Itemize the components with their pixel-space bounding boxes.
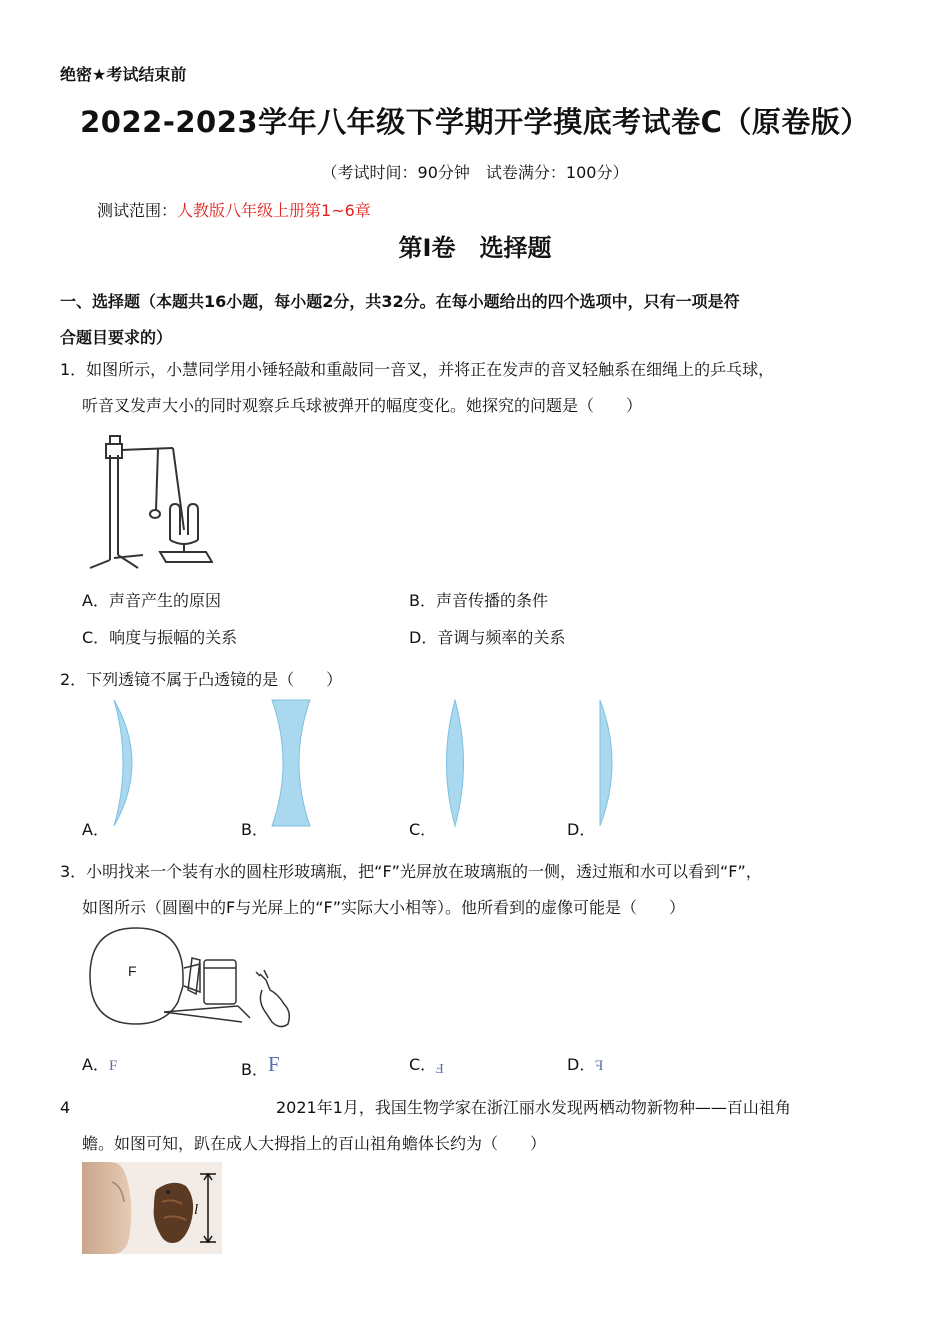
question-1-line2: 听音叉发声大小的同时观察乒乓球被弹开的幅度变化。她探究的问题是（ ） xyxy=(82,396,643,415)
question-4-line2: 蟾。如图可知，趴在成人大拇指上的百山祖角蟾体长约为（ ） xyxy=(82,1134,547,1153)
lens-d-plano-convex xyxy=(596,698,622,828)
test-scope-value: 人教版八年级上册第1~6章 xyxy=(177,201,371,220)
top-secret-label: 绝密★考试结束前 xyxy=(60,65,187,84)
bottle-experiment-figure xyxy=(88,924,303,1054)
section-title: 第Ⅰ卷 选择题 xyxy=(398,234,552,262)
test-scope-label: 测试范围： xyxy=(97,201,178,220)
lens-a-concave-meniscus xyxy=(110,698,150,828)
page-title: 2022-2023学年八年级下学期开学摸底考试卷C（原卷版） xyxy=(80,105,870,139)
test-scope xyxy=(97,198,371,221)
question-3-option-a-label: A． xyxy=(82,1055,109,1074)
question-3-option-c-label: C． xyxy=(409,1055,437,1074)
question-2-option-d[interactable]: D． xyxy=(567,820,596,839)
tuning-fork-figure xyxy=(88,430,213,575)
question-2-option-c[interactable]: C． xyxy=(409,820,437,839)
question-3-option-b[interactable] xyxy=(241,1052,280,1080)
option-c-glyph: F xyxy=(436,1060,444,1075)
option-b-glyph: F xyxy=(267,1052,280,1076)
question-1-option-b[interactable]: B．声音传播的条件 xyxy=(409,591,548,610)
question-2-option-a[interactable]: A． xyxy=(82,820,109,839)
thumb-toad-photo xyxy=(82,1162,222,1254)
question-3-option-d-label: D． xyxy=(567,1055,596,1074)
question-1-option-c[interactable]: C．响度与振幅的关系 xyxy=(82,628,238,647)
lens-b-concave xyxy=(270,698,312,828)
question-1-option-d[interactable]: D．音调与频率的关系 xyxy=(409,628,566,647)
question-3-option-d[interactable] xyxy=(567,1052,604,1075)
exam-info: （考试时间：90分钟 试卷满分：100分） xyxy=(321,163,629,182)
question-3-line1: 3．小明找来一个装有水的圆柱形玻璃瓶，把“F”光屏放在玻璃瓶的一侧，透过瓶和水可以看到“F”， xyxy=(60,862,762,881)
question-3-option-b-label: B． xyxy=(241,1060,268,1079)
question-3-option-a[interactable] xyxy=(82,1052,117,1075)
lens-c-biconvex xyxy=(438,698,472,828)
length-label: l xyxy=(194,1202,199,1218)
option-a-glyph: F xyxy=(108,1058,118,1074)
question-2-line1: 2．下列透镜不属于凸透镜的是（ ） xyxy=(60,670,343,689)
part-instructions-line1: 一、选择题（本题共16小题，每小题2分，共32分。在每小题给出的四个选项中，只有一项是符 xyxy=(60,292,740,311)
question-3-line2: 如图所示（圆圈中的F与光屏上的“F”实际大小相等）。他所看到的虚像可能是（ ） xyxy=(82,898,685,917)
figure-circle-letter: F xyxy=(128,963,137,979)
question-3-option-c[interactable] xyxy=(409,1052,444,1075)
question-1-line1: 1．如图所示，小慧同学用小锤轻敲和重敲同一音叉，并将正在发声的音叉轻触系在细绳上的乒乓球， xyxy=(60,360,775,379)
question-1-option-a[interactable]: A．声音产生的原因 xyxy=(82,591,221,610)
question-4-number: 4 xyxy=(60,1098,71,1117)
question-2-option-b[interactable]: B． xyxy=(241,820,268,839)
part-instructions xyxy=(60,284,900,356)
option-d-glyph: F xyxy=(595,1058,604,1074)
question-4-line1: 2021年1月，我国生物学家在浙江丽水发现两栖动物新物种——百山祖角 xyxy=(276,1098,791,1117)
part-instructions-line2: 合题目要求的） xyxy=(60,328,173,347)
